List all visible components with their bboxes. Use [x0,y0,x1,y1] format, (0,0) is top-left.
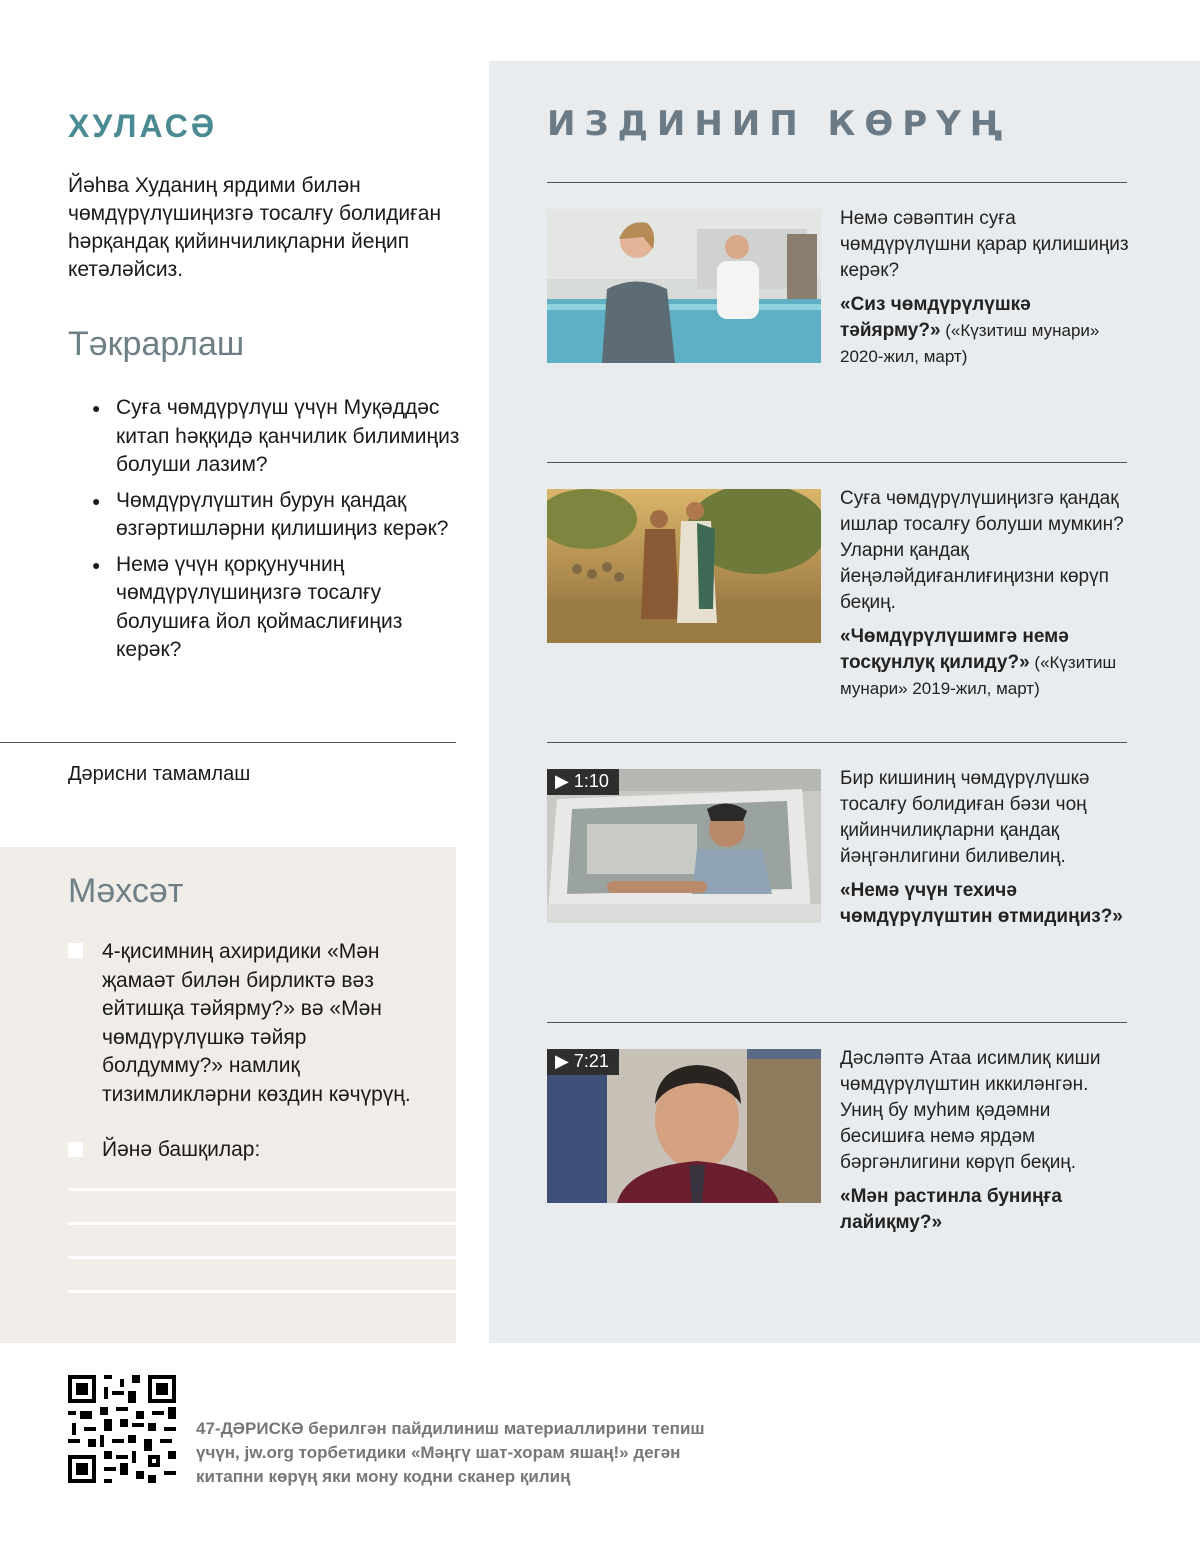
summary-text: Йәһва Худаниң ярдими билән чөмдүрүлүшиңизгә тосалғу болидиған һәрқандақ қийинчилиқларни йеңип кетәләйсиз. [68,174,442,281]
explore-title: ИЗДИНИП КӨРҮҢ [547,104,1012,144]
review-title: Тәкрарлаш [68,325,245,363]
duration-text: 1:10 [573,771,609,791]
goal-checkbox[interactable] [68,1142,83,1157]
video-duration: ▶ 7:21 [547,1049,619,1075]
baptism-pool-image[interactable] [547,209,821,363]
explore-item-source: («Күзитиш мунари» 2019-жил, март) [840,653,1117,698]
write-line[interactable] [68,1256,456,1259]
review-list [92,394,462,672]
video-duration: ▶ 1:10 [547,769,619,795]
goal-checkbox[interactable] [68,943,83,958]
explore-item-desc: Суға чөмдүрүлүшиңизгә қандақ ишлар тосалғу болуши мумкин? Уларни қандақ йеңәләйдиғанлиғиңизни көрүп беқиң. [840,488,1124,613]
explore-item-link[interactable]: «Немә үчүн техичә чөмдүрүлүштин өтмидиңиз?» [840,880,1123,927]
review-item: ● Немә үчүн қорқунучниң чөмдүрүлүшиңизгә тосалғу болушиға йол қоймаслиғиңиз керәк? [92,551,462,665]
write-line[interactable] [68,1290,456,1293]
write-line[interactable] [68,1188,456,1191]
divider [547,462,1127,463]
review-item: ● Суға чөмдүрүлүш үчүн Муқәддәс китап һәққидә қанчилик билимиңиз болуши лазим? [92,394,462,480]
explore-item-text [840,206,1130,370]
review-item: ● Чөмдүрүлүштин бурун қандақ өзгәртишләрни қилишиңиз керәк? [92,487,462,544]
explore-item-text [840,1046,1130,1236]
goal-item: 4-қисимниң ахиридики «Мән җамаәт билән бирликтә вәз ейтишқа тәйярму?» вә «Мән чөмдүрүлүшкә тәйяр болдумму?» намлиқ тизимликләрни көздин кәчүрүң. [102,940,411,1106]
video-thumbnail-car[interactable] [547,769,821,923]
explore-item-text [840,486,1130,702]
explore-item-link[interactable]: «Чөмдүрүлүшимгә немә тосқунлуқ қилиду?» [840,626,1069,673]
duration-text: 7:21 [573,1051,609,1071]
divider [0,742,456,743]
explore-item-desc: Бир кишиниң чөмдүрүлүшкә тосалғу болидиған бәзи чоң қийинчилиқларни қандақ йәңгәнлигини биливелиң. [840,768,1090,867]
footer-note: 47-ДӘРИСКӘ берилгән пайдилиниш материаллирини тепиш үчүн, jw.org торбетидики «Мәңгү шат-хорам яшаң!» дегән китапни көрүң яки мону кодни сканер қилиң [196,1419,705,1486]
goal-title: Мәхсәт [68,872,184,910]
explore-item-text [840,766,1130,930]
qr-code[interactable] [68,1375,176,1483]
explore-item-link[interactable]: «Сиз чөмдүрүлүшкә тәйярму?» [840,294,1031,341]
video-thumbnail-man[interactable] [547,1049,821,1203]
explore-item-link[interactable]: «Мән растинла буниңға лайиқму?» [840,1186,1062,1233]
divider [547,182,1127,183]
goal-item: Йәнә башқилар: [102,1138,261,1161]
divider [547,1022,1127,1023]
jesus-painting-image[interactable] [547,489,821,643]
explore-item-desc: Дәсләптә Атаа исимлиқ киши чөмдүрүлүштин иккиләнгән. Униң бу муһим қәдәмни бесишиға немә ярдәм бәргәнлигини көрүп беқиң. [840,1048,1101,1173]
explore-item-source: («Күзитиш мунари» 2020-жил, март) [840,321,1100,366]
explore-item-desc: Немә сәвәптин суға чөмдүрүлүшни қарар қилишиңиз керәк? [840,208,1129,281]
divider [547,742,1127,743]
write-line[interactable] [68,1222,456,1225]
finish-lesson-label: Дәрисни тамамлаш [68,763,251,785]
summary-title: ХУЛАСӘ [68,108,218,144]
